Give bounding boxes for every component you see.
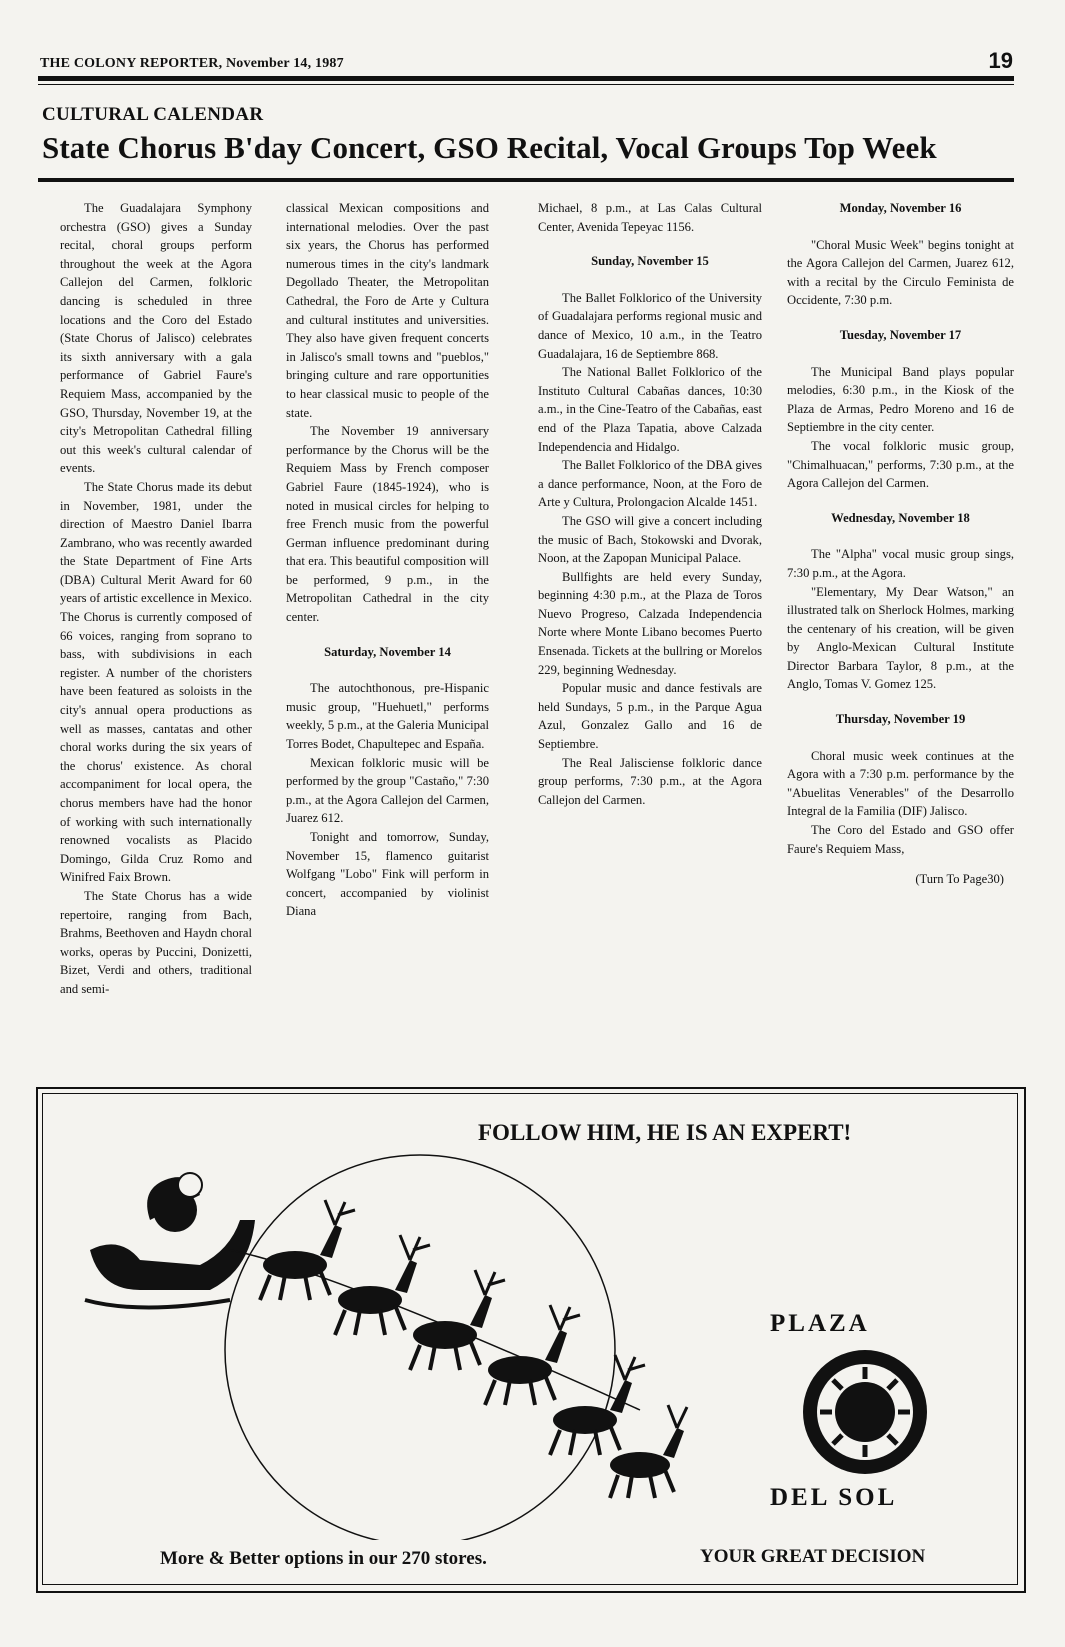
article-column-4 — [787, 199, 1014, 889]
paragraph: Michael, 8 p.m., at Las Calas Cultural Center, Avenida Tepeyac 1156. — [538, 201, 762, 234]
paragraph: Mexican folkloric music will be performed by the group "Castaño," 7:30 p.m., at the Agora Callejon del Carmen, Juarez 612. — [286, 755, 489, 826]
reindeer-icon — [335, 1235, 430, 1335]
paragraph: Choral music week continues at the Agora with a 7:30 p.m. performance by the "Abuelitas Venerables" of the Desarrollo Integral de la Familia (DIF) Jalisco. — [787, 748, 1014, 819]
paragraph: The November 19 anniversary performance by the Chorus will be the Requiem Mass by French composer Gabriel Faure (1845-1924), who is noted in musical circles for helping to free French music from the powerful German influence predominant during that era. This beautiful composition will be performed, 9 p.m., in the Metropolitan Cathedral in the city center. — [286, 424, 489, 625]
article-column-1 — [60, 199, 252, 999]
paragraph: The vocal folkloric music group, "Chimalhuacan," performs, 7:30 p.m., at the Agora Callejon del Carmen. — [787, 438, 1014, 491]
day-heading: Wednesday, November 18 — [831, 510, 970, 525]
sleigh-icon — [85, 1173, 255, 1308]
article-column-2 — [286, 199, 489, 921]
reindeer-icon — [260, 1200, 355, 1300]
section-title: CULTURAL CALENDAR — [42, 104, 264, 125]
reindeer-icon — [550, 1355, 645, 1455]
ad-right-tagline: YOUR GREAT DECISION — [700, 1546, 926, 1567]
paragraph: The National Ballet Folklorico of the Instituto Cultural Cabañas dances, 10:30 a.m., in the Cine-Teatro of the Cabañas, east end of the Plaza Tapatia, above Calzada Independencia and Hidalgo. — [538, 365, 762, 454]
paragraph: The Real Jalisciense folkloric dance group performs, 7:30 p.m., at the Agora Callejon del Carmen. — [538, 755, 762, 807]
reindeer-icon — [410, 1270, 505, 1370]
paragraph: "Choral Music Week" begins tonight at the Agora Callejon del Carmen, Juarez 612, with a recital by the Circulo Feminista de Occidente, 7:30 p.m. — [787, 237, 1014, 308]
masthead-rule-thin — [38, 84, 1014, 85]
paragraph: The Ballet Folklorico of the DBA gives a dance performance, Noon, at the Foro de Arte y Cultura, Prolongacion Alcalde 1451. — [538, 458, 762, 510]
paragraph: The State Chorus has a wide repertoire, ranging from Bach, Brahms, Beethoven and Haydn choral works, operas by Puccini, Donizetti, Bizet, Verdi and others, traditional and semi- — [60, 888, 252, 996]
day-heading: Sunday, November 15 — [591, 254, 709, 269]
headline: State Chorus B'day Concert, GSO Recital, Vocal Groups Top Week — [42, 130, 937, 165]
sun-logo-icon — [790, 1345, 940, 1480]
page-number: 19 — [988, 48, 1013, 73]
paragraph: The Guadalajara Symphony orchestra (GSO) gives a Sunday recital, choral groups perform throughout the week at the Agora Callejon del Carmen, folkloric dancing is scheduled in three locations and the Coro del Estado (State Chorus of Jalisco) celebrates its sixth anniversary with a gala performance of Gabriel Faure's Requiem Mass, accompanied by the GSO, Thursday, November 19, at the city's Metropolitan Cathedral filling out this week's cultural calendar of events. — [60, 201, 252, 476]
day-heading: Saturday, November 14 — [324, 644, 451, 659]
paragraph: Bullfights are held every Sunday, beginning 4:30 p.m., at the Plaza de Toros Nuevo Progreso, Calzada Independencia Norte where Monte Libano becomes Puerto Ensenada. Tickets at the bullring or Morelos 229, beginning Wednesday. — [538, 569, 762, 677]
ad-left-tagline: More & Better options in our 270 stores. — [160, 1548, 487, 1569]
article-column-3 — [538, 199, 762, 809]
paragraph: The autochthonous, pre-Hispanic music group, "Huehuetl," performs weekly, 5 p.m., at the Galeria Municipal Torres Bodet, Chapultepec and España. — [286, 681, 489, 752]
logo-text-bottom: DEL SOL — [770, 1484, 898, 1511]
paragraph: "Elementary, My Dear Watson," an illustrated talk on Sherlock Holmes, marking the centenary of his creation, will be given by Anglo-Mexican Cultural Institute Director Barbara Taylor, 8 p.m., at the Anglo, Tomas V. Gomez 125. — [787, 584, 1014, 692]
paragraph: The "Alpha" vocal music group sings, 7:30 p.m., at the Agora. — [787, 547, 1014, 580]
logo-text-top: PLAZA — [770, 1310, 870, 1337]
paragraph: The Coro del Estado and GSO offer Faure's Requiem Mass, — [787, 823, 1014, 856]
masthead: THE COLONY REPORTER, November 14, 1987 — [40, 56, 344, 71]
day-heading: Tuesday, November 17 — [839, 327, 962, 342]
paragraph: Popular music and dance festivals are held Sundays, 5 p.m., in the Parque Agua Azul, Gonzalez Gallo and 16 de Septiembre. — [538, 681, 762, 752]
ad-title: FOLLOW HIM, HE IS AN EXPERT! — [478, 1120, 852, 1145]
headline-rule — [38, 178, 1014, 182]
paragraph: The Ballet Folklorico of the University of Guadalajara performs regional music and dance of Mexico, 10 a.m., in the Teatro Guadalajara, 16 de Septiembre 868. — [538, 290, 762, 361]
paragraph: classical Mexican compositions and international melodies. Over the past six years, the Chorus has performed numerous times in the city's landmark Degollado Theater, the Metropolitan Cathedral, the Foro de Arte y Cultura and cultural institutes and universities. They also have given frequent concerts in Jalisco's small towns and "pueblos," bringing culture and rare opportunities to hear classical music to people of the state. — [286, 201, 489, 420]
paragraph: The Municipal Band plays popular melodies, 6:30 p.m., in the Kiosk of the Plaza de Armas, Pedro Moreno and 16 de Septiembre in the city center. — [787, 364, 1014, 435]
reindeer-icon — [485, 1305, 580, 1405]
paragraph: The GSO will give a concert including the music of Bach, Stokowski and Dvorak, Noon, at the Zapopan Municipal Palace. — [538, 513, 762, 566]
reindeer-icon — [610, 1405, 687, 1498]
day-heading: Monday, November 16 — [839, 201, 962, 215]
day-heading: Thursday, November 19 — [835, 712, 966, 727]
paragraph: Tonight and tomorrow, Sunday, November 15, flamenco guitarist Wolfgang "Lobo" Fink will perform in concert, accompanied by violinist Diana — [286, 830, 489, 919]
masthead-rule — [38, 76, 1014, 81]
paragraph: The State Chorus made its debut in November, 1981, under the direction of Maestro Daniel Ibarra Zambrano, who was recently awarded the State Department of Fine Arts (DBA) Cultural Merit Award for 60 years of artistic excellence in Mexico. The Chorus is currently composed of 66 voices, ranging from soprano to bass, with subdivisions in each register. A number of the choristers have been featured as soloists in the city's annual opera productions as well as masses, cantatas and other choral works during the six years of the chorus' existence. As choral accompaniment for local opera, the chorus members have had the honor of working with such internationally renowned vocalists as Placido Domingo, Gilda Cruz Romo and Winifred Faix Brown. — [60, 479, 252, 885]
continued-note: (Turn To Page30) — [915, 872, 1004, 887]
santa-sleigh-illustration — [80, 1140, 720, 1540]
